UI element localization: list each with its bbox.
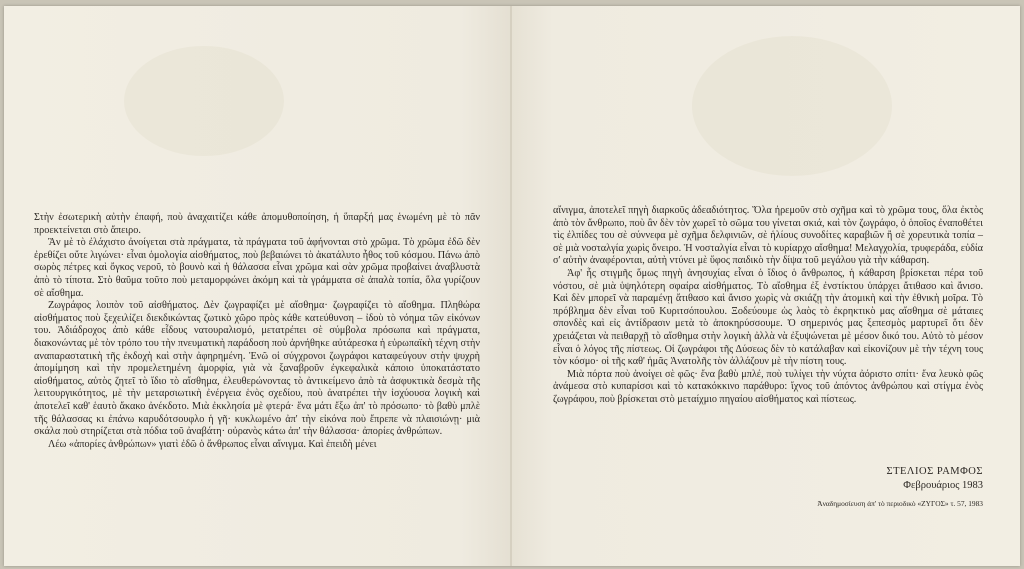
left-page (4, 6, 512, 566)
paragraph: αἴνιγμα, ἀποτελεῖ πηγὴ διαρκοῦς ἀδεαδιότητος. Ὅλα ἠρεμοῦν στὸ σχῆμα καὶ τὸ χρῶμα τους, ὅλα ἐκτὸς ἀπὸ τὸν ἄνθρωπο, ποὺ ἂν δὲν τὸν χωρεῖ τὸ σῶμα του γίνεται σκιά, καὶ τὸν ζωγράφο, ὁ ὁποῖος ἐναποθέτει τὶς ἐλπίδες του σὲ σύννεφα μὲ σχῆμα δελφινιῶν, σὲ ἡλίους συνοδίτες καραβιῶν ἢ σὲ χορευτικὰ τοπία – σὲ μιὰ νοσταλγία χωρὶς ὄνειρο. Ἡ νοσταλγία εἶναι τὸ κυρίαρχο αἴσθημα! Μελαγχολία, τρυφεράδα, εὐδία σ' αὐτὴν ἀναφέρονται, αὐτὴ ντύνει μὲ ὕφος παιδικὸ τὴν δίψα τοῦ μεγάλου γιὰ τὴν κάθαρση. (553, 205, 983, 267)
left-page-text (34, 212, 480, 451)
paragraph: Ἂν μὲ τὸ ἐλάχιστο ἀνοίγεται στὰ πράγματα, τὰ πράγματα τοῦ ἀφήνονται στὸ χρῶμα. Τὸ χρῶμα ἐδῶ δὲν ἐρεθίζει οὔτε λιγώνει· εἶναι ὁμολογία αἰσθήματος, ποὺ βεβαιώνει τὸ ἀκατάλυτο ἦθος τοῦ κόσμου. Πάνω ἀπὸ σωρὸς πέτρες καὶ ὄγκος νεροῦ, τὸ βουνὸ καὶ ἡ θάλασσα εἶναι χρῶμα καὶ σὰν χρῶμα προβαίνει ἀναβλυστὰ ἀπὸ τὸ τίποτα. Στὸ θαῦμα τοῦτο ποὺ μεταμορφώνει ἀκόμη καὶ τὰ γράμματα σὲ ἁπαλὰ τοπία, ὅλα γυρίζουν σὲ αἴσθημα. (34, 237, 480, 299)
paragraph: Στὴν ἐσωτερικὴ αὐτὴν ἐπαφή, ποὺ ἀναχαιτίζει κάθε ἀπομυθοποίηση, ἡ ὕπαρξή μας ἑνωμένη μὲ τὸ πᾶν προεκτείνεται στὸ ἄπειρο. (34, 212, 480, 236)
paragraph: Ζωγράφος λοιπὸν τοῦ αἰσθήματος. Δὲν ζωγραφίζει μὲ αἴσθημα· ζωγραφίζει τὸ αἴσθημα. Πληθώρα αἰσθήματος ποὺ ξεχειλίζει διεκδικώντας ζωτικὸ χῶρο πρὸς κάθε κατεύθυνση – ἰδοὺ τὸ νόημα τῶν εἰκόνων του. Ἀδιάδροχος ἀπὸ κάθε εἶδους νατουραλισμό, μετατρέπει σὲ σύμβολα πρόσωπα καὶ πράγματα, διακονώντας μὲ τὸν τρόπο του τὴν πνευματικὴ παράδοση ποὺ ἀρνήθηκε αὐτάρεσκα ἡ εὐρωπαϊκὴ τέχνη στὴν αναπαραστατικὴ τῆς ἐκδοχὴ καὶ στὴν ἀφηρημένη. Ἐνῶ οἱ σύγχρονοι ζωγράφοι καταφεύγουν στὴν ψυχρὴ ἀπομίμηση καὶ τὴν προμελετημένη ἀμορφία, γιὰ νὰ ξαναβροῦν ἐγκεφαλικὰ κάποιο ὑποκατάστατο αἰσθήματος, αὐτὸς ζητεῖ τὸ ἴδιο τὸ αἴσθημα, ἐλευθερώνοντας τὸ ἀντικείμενο ἀπὸ τὰ ἀσφυκτικὰ δεσμὰ τῆς λειτουργικότητος, μὲ τὴν μεταρσιωτικὴ ἐνέργεια ἑνὸς σχεδίου, ποὺ ἀνατρέπει τὴν ἰσχύουσα λογικὴ καὶ ἀποτελεῖ καθ' ἑαυτὸ ἄκακο ἀνέκδοτο. Μιὰ ἐκκλησία μὲ φτερά· ἕνα μάτι ἔξω ἀπ' τὸ πρόσωπο· τὸ βαθὺ μπλὲ τῆς θάλασσας κι ἐπάνω καρυδότσουφλο ἡ γῆ· κυκλωμένο ἀπ' τὴν εἰκόνα ποὺ ἔπρεπε νὰ πλαισιώνῃ· μιὰ σκάλα ποὺ στηρίζεται στὰ πόδια τοῦ ἀναβάτη· οὐρανὸς κάτω ἀπ' τὴν θάλασσα· ἀπορίες ἀνθρώπων. (34, 300, 480, 438)
republication-note: Ἀναδημοσίευση ἀπ' τὸ περιοδικὸ «ΖΥΓΟΣ» τ. 57, 1983 (817, 499, 983, 508)
booklet-spread (4, 6, 1020, 566)
paper-stain (124, 46, 284, 156)
right-page (512, 6, 1020, 566)
right-page-text (553, 205, 983, 407)
paragraph: Λέω «ἀπορίες ἀνθρώπων» γιατὶ ἐδῶ ὁ ἄνθρωπος εἶναι αἴνιγμα. Καὶ ἐπειδὴ μένει (48, 438, 377, 450)
paper-stain (692, 36, 892, 176)
paragraph: Μιὰ πόρτα ποὺ ἀνοίγει σὲ φῶς· ἕνα βαθὺ μπλέ, ποὺ τυλίγει τὴν νύχτα ἀόριστο σπίτι· ἕνα λευκὸ φῶς ἀνάμεσα στὸ κυπαρίσσι καὶ τὸ κατακόκκινο παράθυρο: ἴχνος τοῦ ἀπόντος ἀνθρώπου καὶ στίγμα ἑνὸς ζωγράφου, ποὺ βρίσκεται στὸ μεταίχμιο πηγαίου αἰσθήματος καὶ πίστεως. (553, 368, 983, 405)
author-signature: ΣΤΕΛΙΟΣ ΡΑΜΦΟΣ (886, 466, 983, 477)
paragraph: Ἀφ' ἧς στιγμῆς ὅμως πηγὴ ἀνησυχίας εἶναι ὁ ἴδιος ὁ ἄνθρωπος, ἡ κάθαρση βρίσκεται πέρα τοῦ νόστου, σὲ μιὰ ὑψηλότερη σφαίρα αἰσθήματος. Τὸ αἴσθημα ἐξ ἐνστίκτου ὑπάρχει ἄτιθασο καὶ ἄνισο. Καὶ δὲν μπορεῖ νὰ παραμένῃ ἄτιθασο καὶ ἄνισο χωρὶς νὰ σκιάζῃ τὴν ἀτομικὴ καὶ τὴν ἐθνικὴ μοῖρα. Τὸ πρόβλημα δὲν εἶναι τοῦ Κυριτσόπουλου. Ξοδεύουμε ὡς λαὸς τὸ ἐκρηκτικὸ μας αἴσθημα σὲ μάταιες σπονδὲς καὶ εἰς ἀντίδρασιν μετὰ τὸ ἀποκηρύσσουμε. Ὁ σημερινός μας ξεπεσμὸς μαρτυρεῖ ὅτι δὲν χρειάζεται νὰ πειθαρχῇ τὸ αἴσθημα στὴν λογικὴ ἀλλὰ νὰ ἐξυψώνεται μὲ μέσον δικό του. Αὐτὸ τὸ μέσον εἶναι ὁ λόγος τῆς πίστεως. Οἱ ζωγράφοι τῆς Δύσεως δὲν τὸ κατάλαβαν καὶ εἰκονίζουν μὲ τὴν τέχνη τους τὸν κόσμο· οἱ τῆς καθ' ἡμᾶς Ἀνατολῆς τὸν ἀλλάζουν μὲ τὴν πίστη τους. (553, 267, 983, 368)
signature-date: Φεβρουάριος 1983 (903, 480, 983, 491)
